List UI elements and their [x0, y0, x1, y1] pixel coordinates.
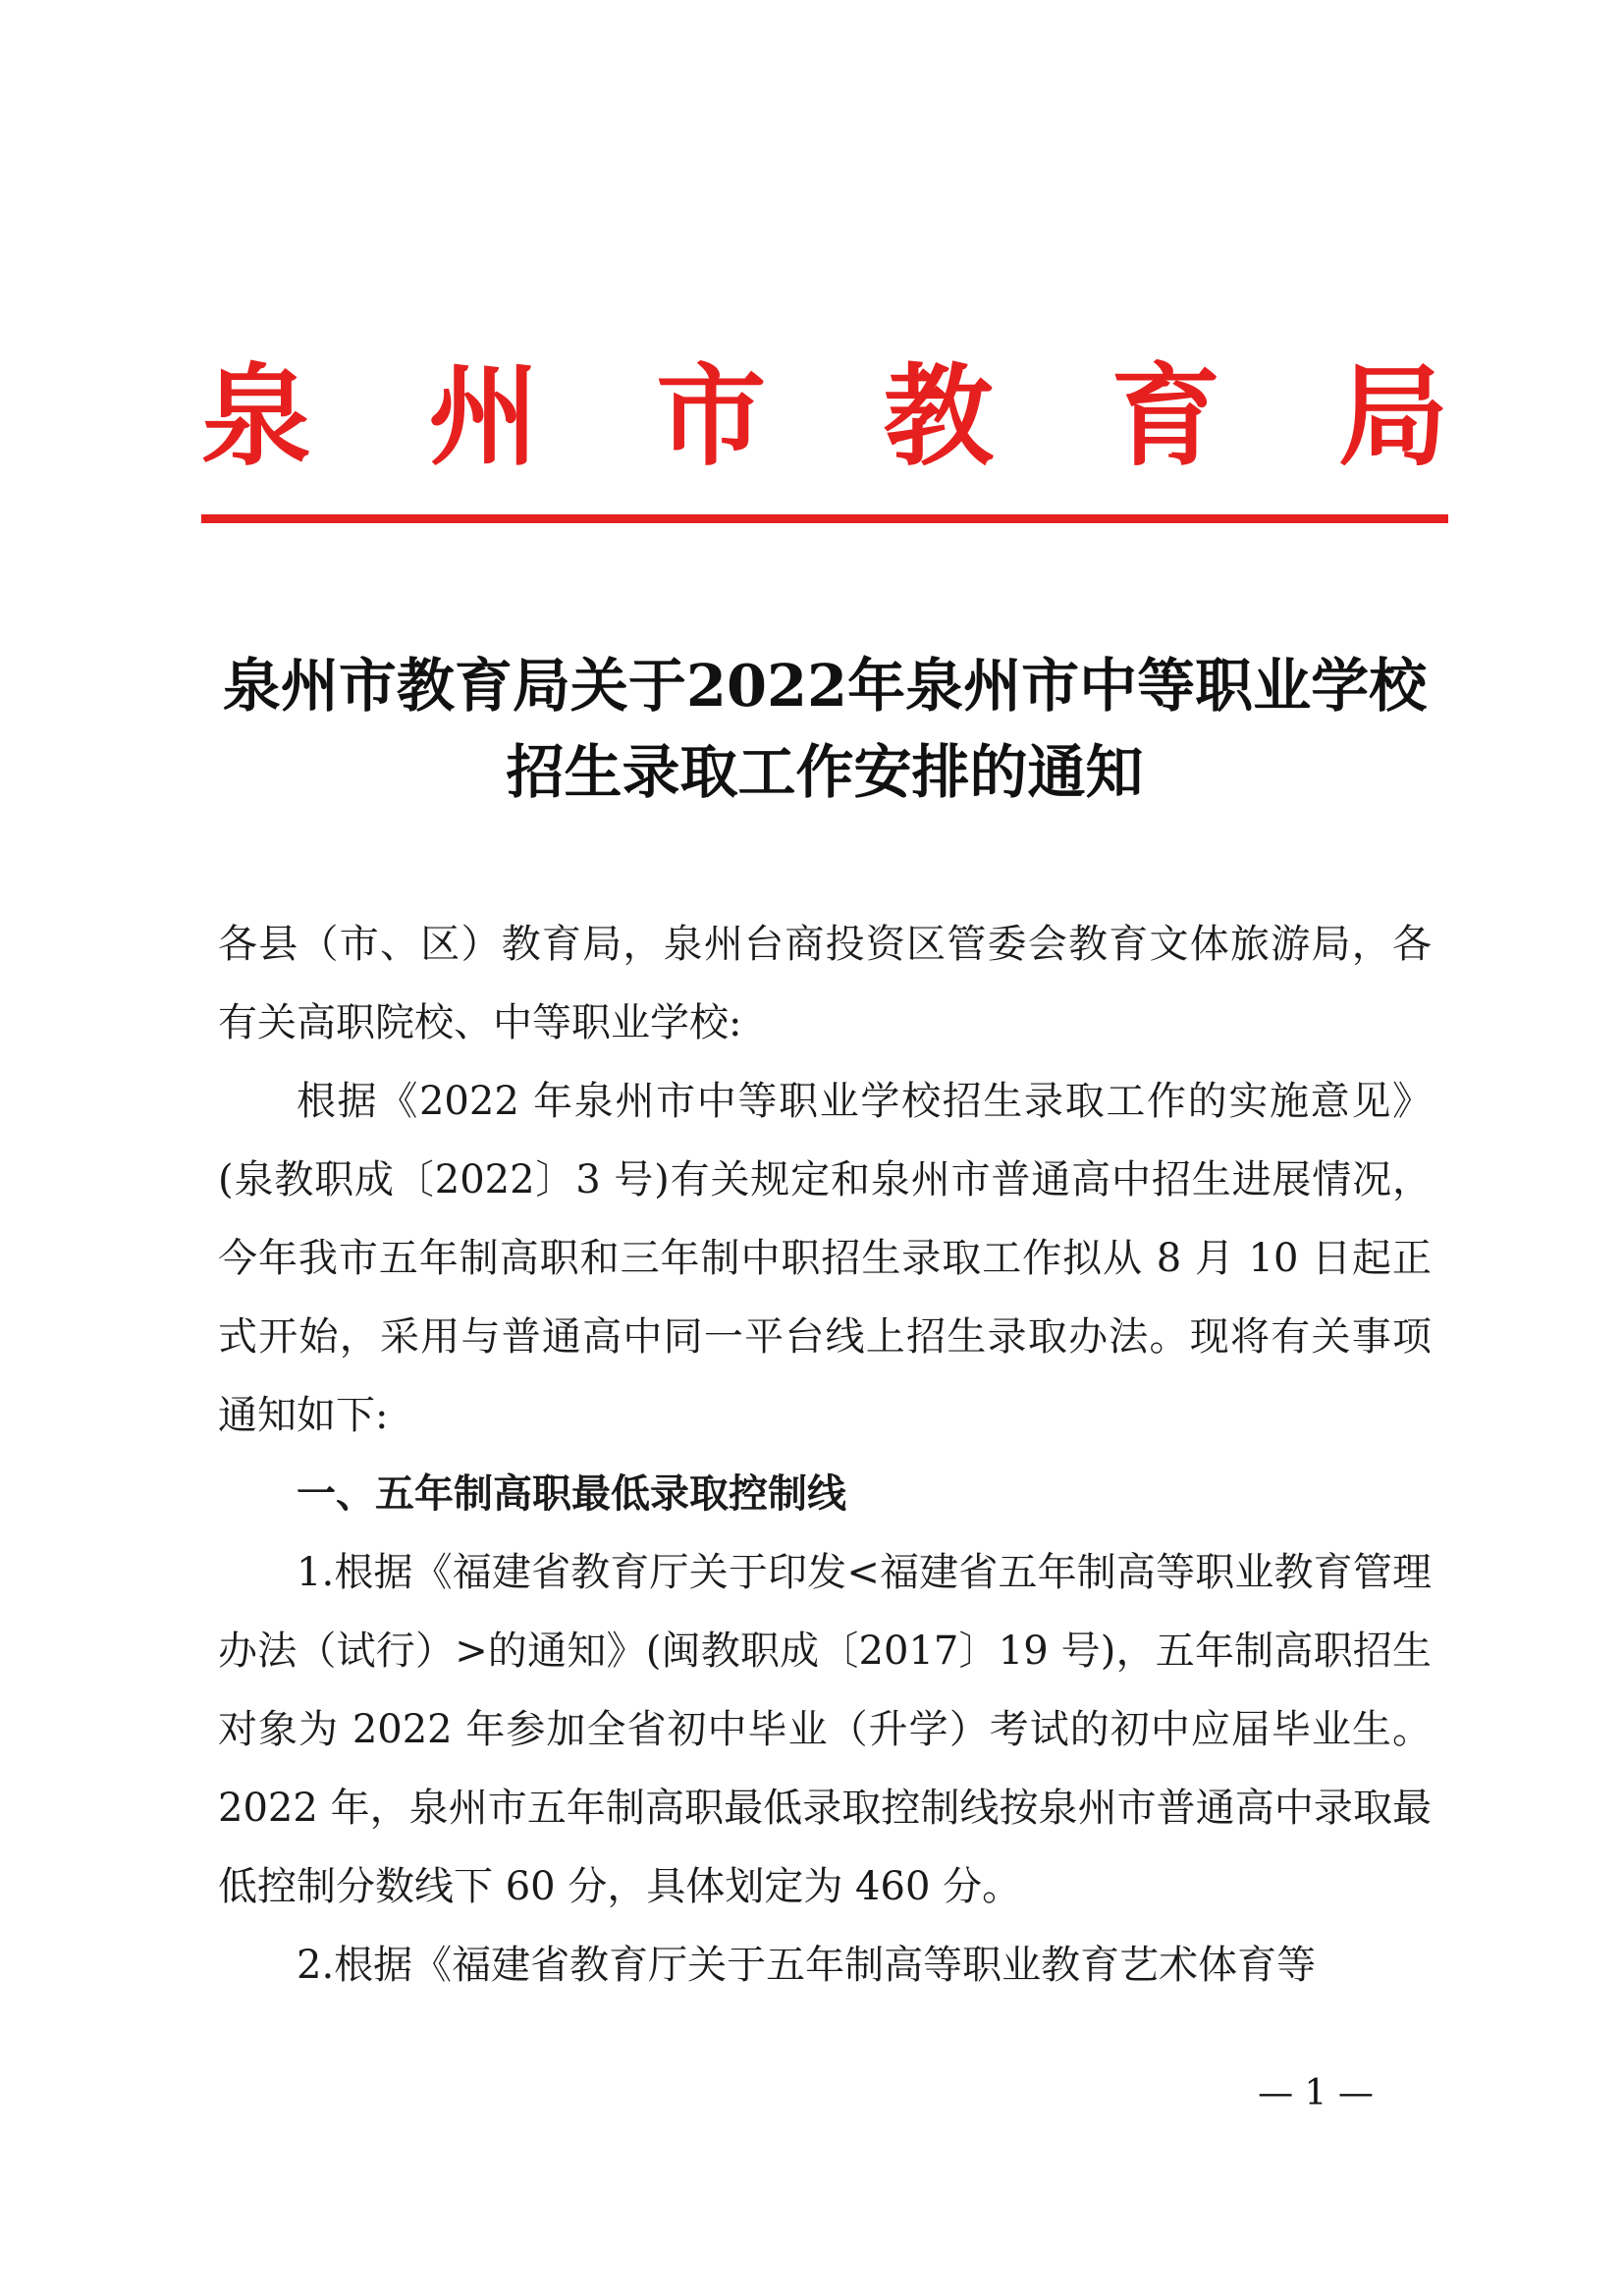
masthead-char-6: 局 [1337, 352, 1448, 481]
masthead-char-4: 教 [883, 352, 994, 481]
intro-paragraph: 根据《2022 年泉州市中等职业学校招生录取工作的实施意见》(泉教职成〔2022〕3 号)有关规定和泉州市普通高中招生进展情况，今年我市五年制高职和三年制中职招生录取工作拟从 8 月 10 日起正式开始，采用与普通高中同一平台线上招生录取办法。现将有关事项通知如下: [218, 1079, 1432, 1438]
masthead-divider [201, 514, 1448, 523]
item-1-paragraph: 1.根据《福建省教育厅关于印发<福建省五年制高等职业教育管理办法（试行）>的通知》(闽教职成〔2017〕19 号)，五年制高职招生对象为 2022 年参加全省初中毕业（升学）考试的初中应届毕业生。2022 年，泉州市五年制高职最低录取控制线按泉州市普通高中录取最低控制分数线下 60 分，具体划定为 460 分。 [218, 1550, 1432, 1909]
item-2-paragraph: 2.根据《福建省教育厅关于五年制高等职业教育艺术体育等 [297, 1943, 1317, 1988]
document-body [218, 905, 1432, 2004]
issuer-masthead [201, 348, 1448, 486]
masthead-char-5: 育 [1110, 352, 1221, 481]
title-line-1: 泉州市教育局关于2022年泉州市中等职业学校 [222, 652, 1428, 720]
page-number: — 1 — [1258, 2073, 1374, 2113]
document-title [201, 643, 1448, 816]
section-heading-1: 一、五年制高职最低录取控制线 [297, 1471, 846, 1517]
masthead-char-1: 泉 [201, 352, 311, 481]
salutation: 各县（市、区）教育局，泉州台商投资区管委会教育文体旅游局，各有关高职院校、中等职业学校: [218, 922, 1432, 1045]
masthead-char-2: 州 [428, 352, 539, 481]
masthead-char-3: 市 [656, 352, 767, 481]
title-line-2: 招生录取工作安排的通知 [506, 738, 1144, 806]
